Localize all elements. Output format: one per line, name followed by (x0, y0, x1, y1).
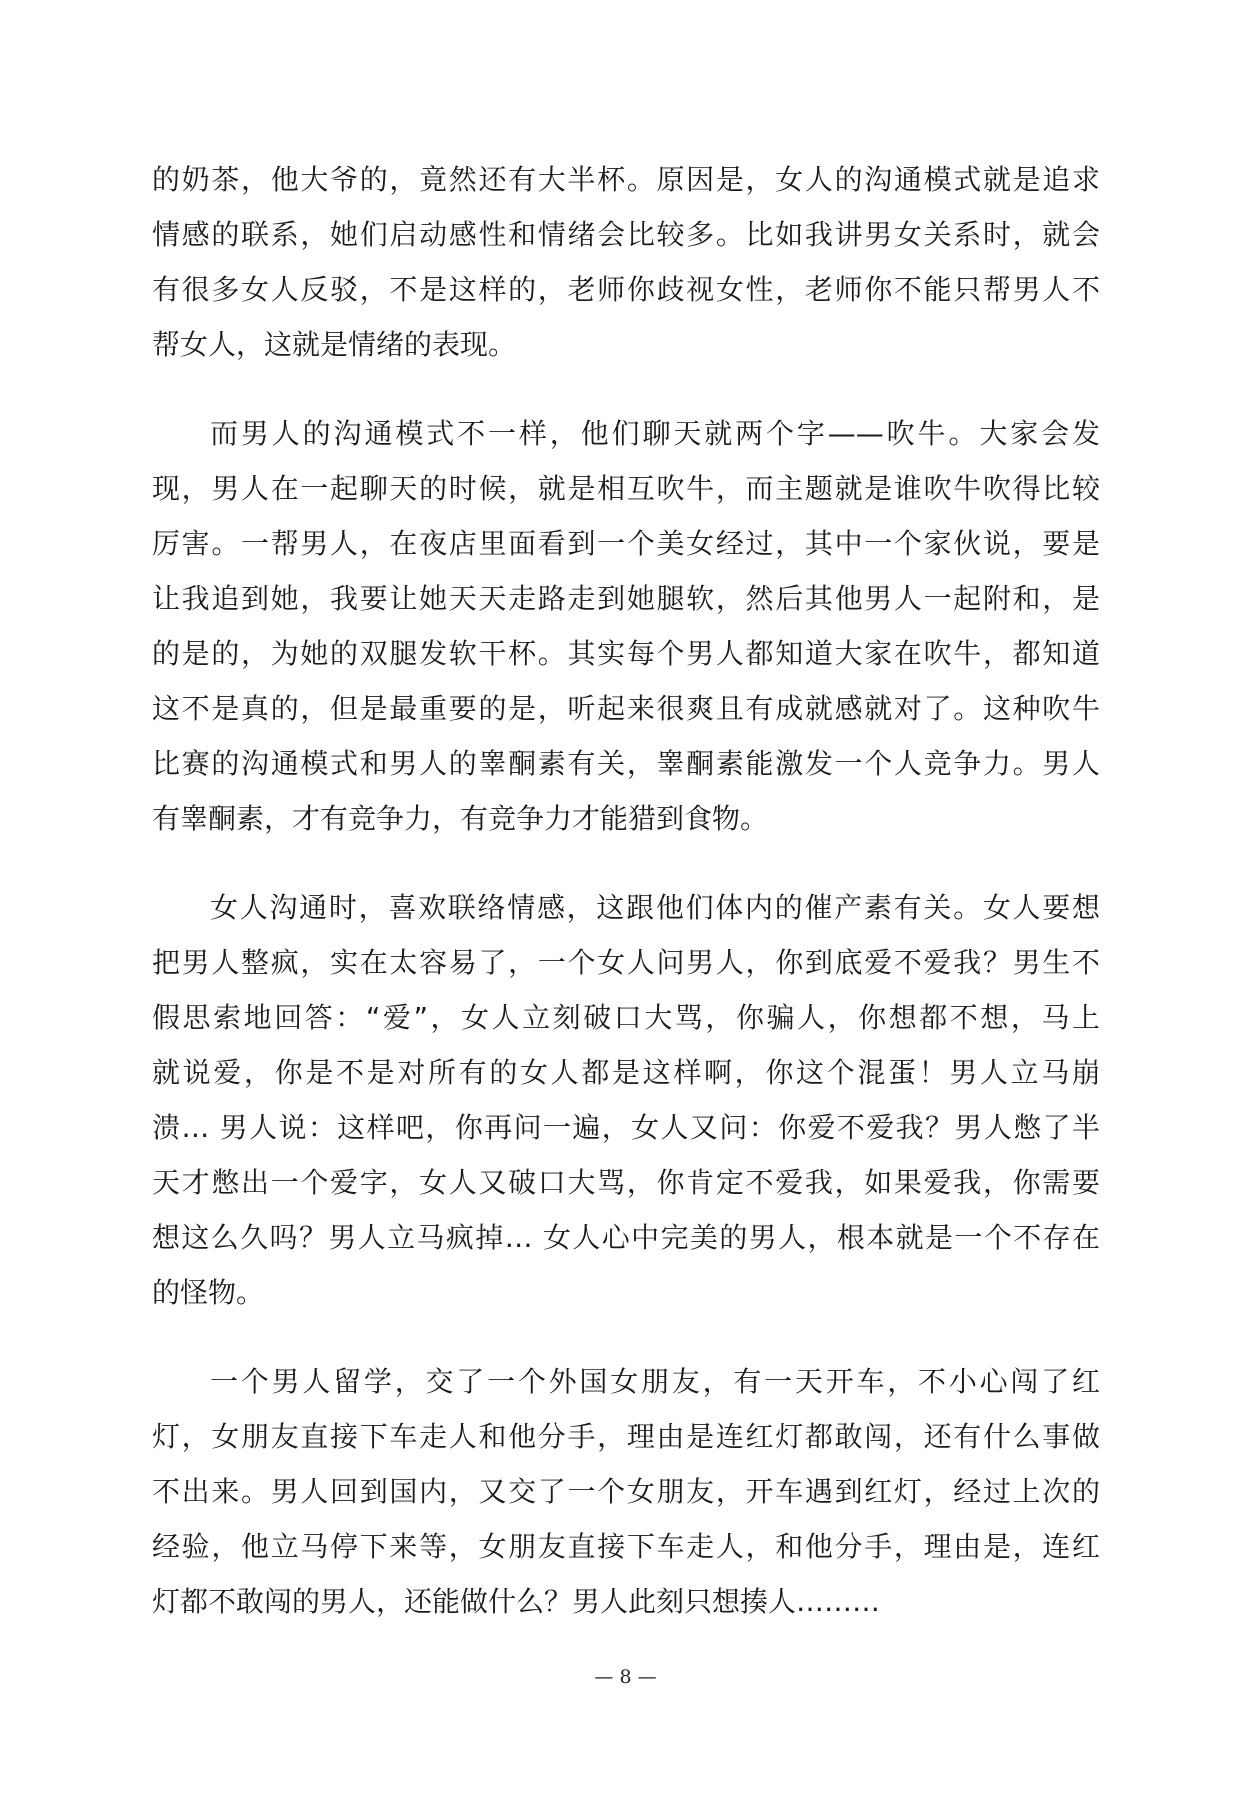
paragraph-line: 比赛的沟通模式和男人的睾酮素有关，睾酮素能激发一个人竞争力。男人 (152, 747, 1100, 780)
paragraph-line: 而男人的沟通模式不一样，他们聊天就两个字——吹牛。大家会发 (210, 417, 1100, 450)
paragraph-line: 有睾酮素，才有竞争力，有竞争力才能猎到食物。 (152, 802, 769, 835)
page-number: — 8 — (594, 1666, 657, 1688)
paragraph-line: 灯，女朋友直接下车走人和他分手，理由是连红灯都敢闯，还有什么事做 (152, 1420, 1100, 1453)
paragraph-line: 现，男人在一起聊天的时候，就是相互吹牛，而主题就是谁吹牛吹得比较 (152, 472, 1100, 505)
paragraph-line: 经验，他立马停下来等，女朋友直接下车走人，和他分手，理由是，连红 (152, 1530, 1100, 1563)
paragraph-line: 一个男人留学，交了一个外国女朋友，有一天开车，不小心闯了红 (210, 1365, 1100, 1398)
paragraph-line: 溃… 男人说：这样吧，你再问一遍，女人又问：你爱不爱我？男人憋了半 (152, 1111, 1100, 1144)
paragraph-line: 帮女人，这就是情绪的表现。 (152, 328, 517, 361)
paragraph-line: 的奶茶，他大爷的，竟然还有大半杯。原因是，女人的沟通模式就是追求 (152, 163, 1100, 196)
paragraph-1 (152, 152, 1100, 372)
paragraph-line: 这不是真的，但是最重要的是，听起来很爽且有成就感就对了。这种吹牛 (152, 692, 1100, 725)
paragraph-4 (152, 1354, 1100, 1629)
paragraph-line: 灯都不敢闯的男人，还能做什么？男人此刻只想揍人……… (152, 1585, 881, 1618)
paragraph-line: 有很多女人反驳，不是这样的，老师你歧视女性，老师你不能只帮男人不 (152, 273, 1100, 306)
paragraph-line: 假思索地回答：“爱”，女人立刻破口大骂，你骗人，你想都不想，马上 (152, 1001, 1100, 1034)
paragraph-line: 女人沟通时，喜欢联络情感，这跟他们体内的催产素有关。女人要想 (210, 891, 1100, 924)
paragraph-line: 让我追到她，我要让她天天走路走到她腿软，然后其他男人一起附和，是 (152, 582, 1100, 615)
paragraph-line: 的怪物。 (152, 1276, 265, 1309)
paragraph-line: 的是的，为她的双腿发软干杯。其实每个男人都知道大家在吹牛，都知道 (152, 637, 1100, 670)
paragraph-line: 想这么久吗？男人立马疯掉… 女人心中完美的男人，根本就是一个不存在 (152, 1221, 1100, 1254)
paragraph-line: 天才憋出一个爱字，女人又破口大骂，你肯定不爱我，如果爱我，你需要 (152, 1166, 1100, 1199)
paragraph-line: 就说爱，你是不是对所有的女人都是这样啊，你这个混蛋！男人立马崩 (152, 1056, 1100, 1089)
paragraph-3 (152, 880, 1100, 1320)
paragraph-line: 把男人整疯，实在太容易了，一个女人问男人，你到底爱不爱我？男生不 (152, 946, 1100, 979)
paragraph-line: 厉害。一帮男人，在夜店里面看到一个美女经过，其中一个家伙说，要是 (152, 527, 1100, 560)
paragraph-line: 不出来。男人回到国内，又交了一个女朋友，开车遇到红灯，经过上次的 (152, 1475, 1100, 1508)
paragraph-2 (152, 406, 1100, 846)
paragraph-line: 情感的联系，她们启动感性和情绪会比较多。比如我讲男女关系时，就会 (152, 218, 1100, 251)
